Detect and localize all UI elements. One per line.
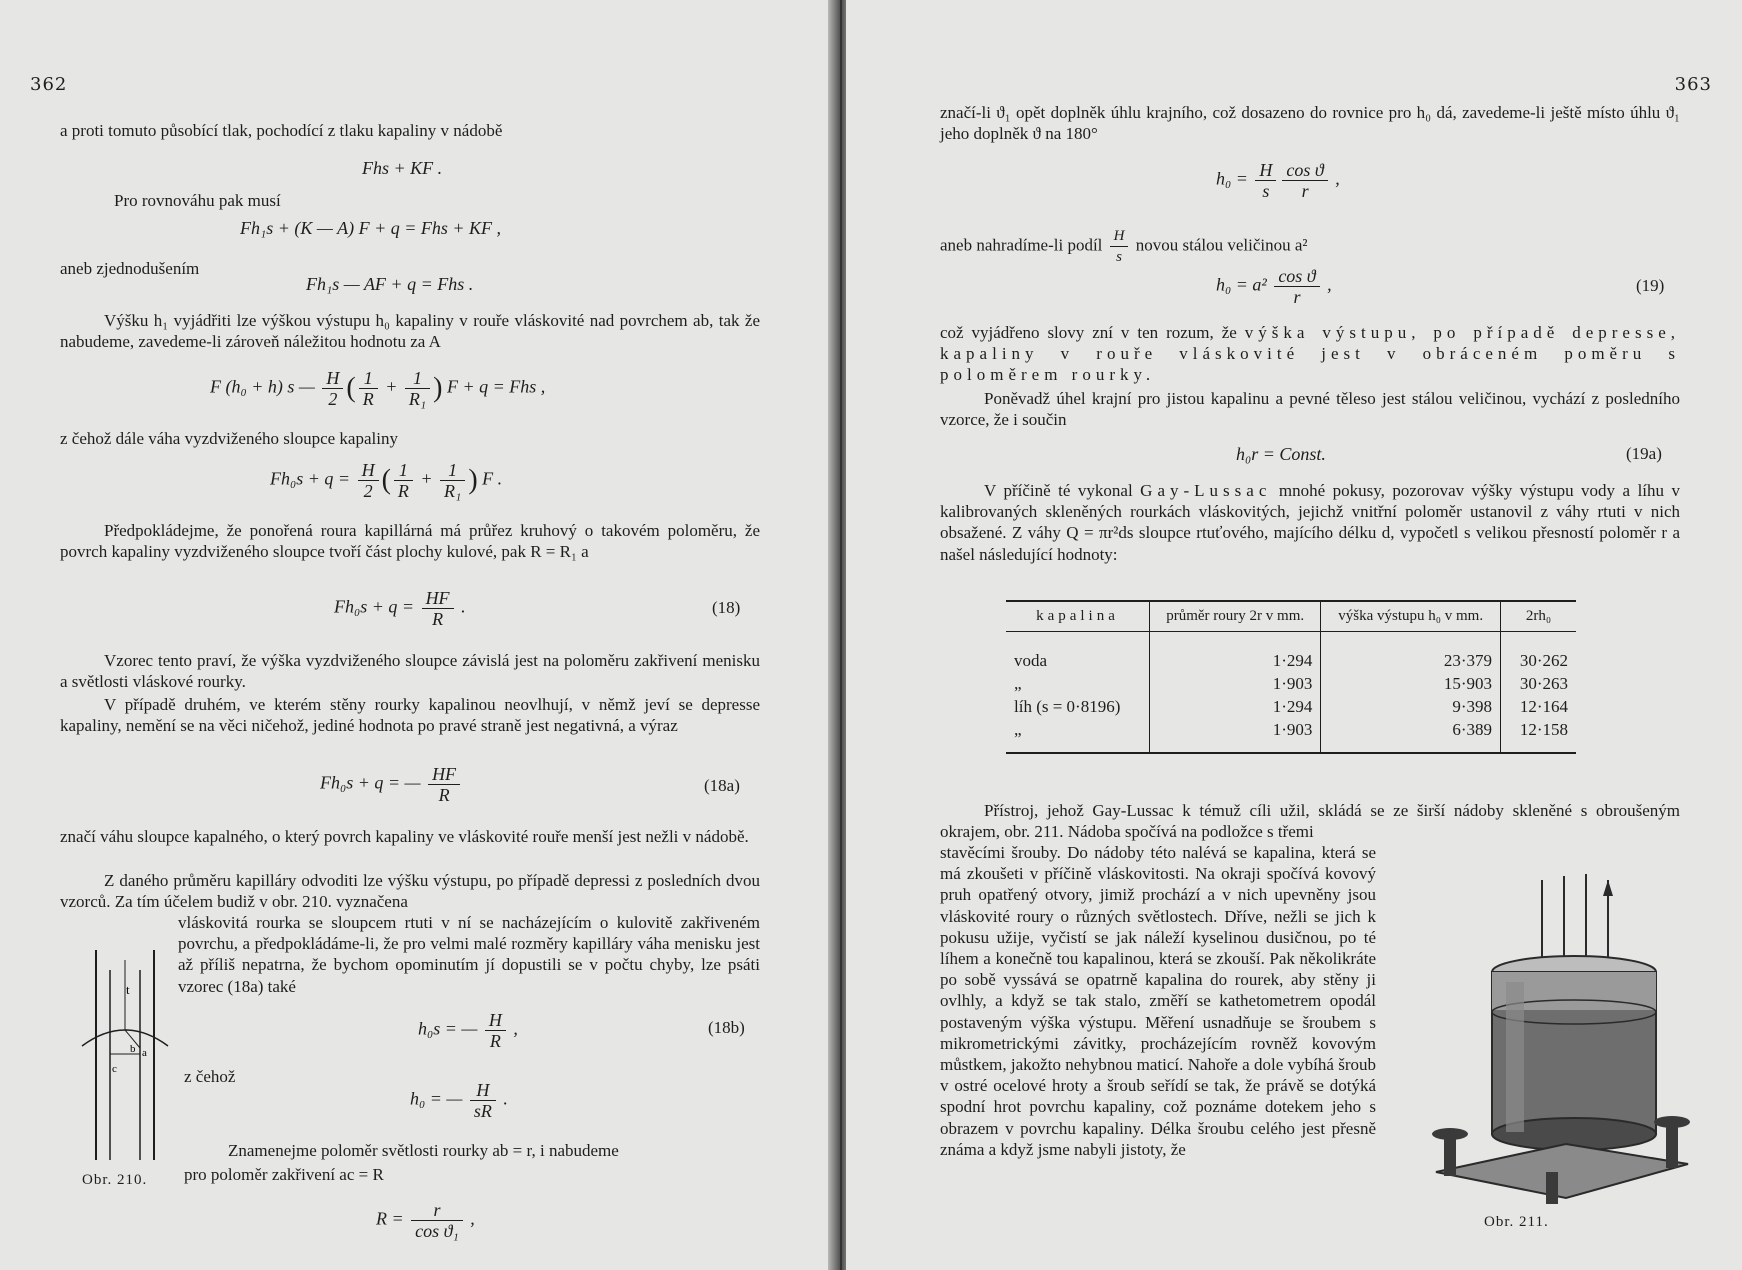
table-header: průměr roury 2r v mm. [1149,601,1320,632]
table-cell: „ [1014,720,1022,739]
denominator: R [489,1031,501,1051]
denominator: R₁ [444,481,462,501]
equation-number: (19a) [1626,444,1662,463]
table-header: kapalina [1006,601,1149,632]
equation-part: Fh₀s + q = — [320,772,421,793]
numerator: 1 [405,368,430,389]
equation [320,764,463,805]
equation-part: h₀s = — [418,1018,478,1039]
figure-label: a [142,1047,147,1059]
paragraph: aneb zjednodušením [60,259,200,278]
equation-part: F (h₀ + h) s — [210,376,315,397]
fraction [322,368,343,409]
text-run: což vyjádřeno slovy zní v ten rozum, že [940,323,1237,342]
fraction [411,1200,463,1241]
numerator: HF [422,588,454,609]
table-row [1006,632,1576,673]
paragraph: Z daného průměru kapilláry odvoditi lze výšku výstupu, po případě depressi z posledních dvou vzorců. Za tím účelem budiž v obr. 210. vyznačena [60,871,760,912]
equation: Fhs + KF . [362,158,443,178]
table-cell: „ [1014,674,1022,693]
equation: Fh₀s + q = $\frac{HF}{R}$ . [334,588,466,629]
table-cell: 30·263 [1500,672,1576,695]
paragraph: Předpokládejme, že ponořená roura kapillárná má průřez kruhový o takovém poloměru, že povrch kapaliny vyzdviženého sloupce tvoří část plochy kulové, pak R = R₁ a [60,521,760,562]
text-run: novou stálou veličinou a² [1135,235,1308,255]
numerator: r [411,1200,463,1221]
denominator: cos ϑ₁ [415,1221,459,1241]
paragraph: z čehož [184,1067,236,1086]
numerator: cos ϑ [1282,160,1327,181]
denominator: R [362,389,374,409]
denominator: 2 [363,481,373,501]
denominator: r [1301,181,1309,201]
denominator: R [438,785,450,805]
equation: h₀ = $\frac{H}{s}$ $\frac{\text{cos ϑ}}{r}$ , [1216,160,1340,201]
equation: F (h₀ + h) s — $\frac{H}{2}$ ( $\frac{1}{R}$ + $\frac{1}{\text{R₁}}$ ) F + q = Fhs , [210,368,546,409]
numerator: 1 [359,368,378,389]
table-cell: 15·903 [1321,672,1501,695]
equation: Fh₀s + q = $\frac{H}{2}$ ( $\frac{1}{R}$ + $\frac{1}{\text{R₁}}$ ) F . [270,460,503,501]
equation: R = $\frac{r}{\text{cos ϑ₁}}$ , [376,1200,475,1241]
table-cell: 1·903 [1149,672,1320,695]
spaced-text: Gay-Lussac [1140,481,1272,500]
table-cell: 9·398 [1321,695,1501,718]
equation: h₀s = — $\frac{H}{R}$ , [418,1010,518,1051]
table-cell: líh (s = 0·8196) [1014,697,1121,716]
figure-label: t [126,982,130,997]
denominator: 2 [328,389,338,409]
fraction [1282,160,1327,201]
equation: Fh₁s + (K — A) F + q = Fhs + KF , [240,218,502,238]
figure-210-diagram [76,950,176,1170]
equation-part: h₀ = — [410,1088,463,1109]
paragraph: vláskovitá rourka se sloupcem rtuti v ní se nacházejícím o kulovitě zakřiveném povrchu, a předpokládáme-li, že pro velmi malé rozměry kapilláry váha menisku jest až příliš nepatrna, že bychom opominutím jí dopustili se v počtu chyby, lze psáti vzorec (18a) také [178,913,760,996]
figure-caption: Obr. 210. [82,1172,148,1188]
equation-part: Fh₀s + q = [334,596,415,617]
figure-label: c [112,1063,117,1075]
numerator: 1 [440,460,465,481]
numerator: H [322,368,343,389]
denominator: sR [473,1101,492,1121]
equation-part: h₀ = a² [1216,274,1267,295]
numerator: H [358,460,379,481]
denominator: s [1262,181,1270,201]
table-header: 2rh₀ [1500,601,1576,632]
paragraph: Výšku h₁ vyjádřiti lze výškou výstupu h₀ kapaliny v rouře vláskovité nad povrchem ab, tak že nabudeme, zavedeme-li zároveň náležitou hodnotu za A [60,311,760,352]
paragraph: značí-li ϑ₁ opět doplněk úhlu krajního, což dosazeno do rovnice pro h₀ dá, zavedeme-li ještě místo úhlu ϑ₁ jeho doplněk ϑ na 180° [940,103,1680,144]
fraction [1274,266,1319,307]
numerator: cos ϑ [1274,266,1319,287]
fraction [470,1080,496,1121]
page-number: 363 [1674,74,1712,95]
page-number: 362 [30,74,68,95]
figure-211-apparatus [1426,872,1696,1212]
equation-part: F + q = Fhs , [446,376,546,397]
paragraph: V případě druhém, ve kterém stěny rourky kapalinou neovlhují, v němž jeví se depresse kapaliny, nemění se na věci ničehož, jediné hodnota po pravé straně jest negativná, a výraz [60,695,760,736]
equation: h₀ = — $\frac{H}{sR}$ . [410,1080,508,1121]
equation-part: h₀ = [1216,168,1248,189]
numerator: H [470,1080,496,1101]
paragraph: značí váhu sloupce kapalného, o který povrch kapaliny ve vláskovité rouře menší jest nežli v nádobě. [60,827,749,846]
paragraph: Pro rovnováhu pak musí [114,191,281,210]
fraction [358,460,379,501]
text-run: mnohé pokusy, pozorovav výšky výstupu vody a líhu v kalibrovaných skleněných rourkách vláskovitých, jejichž vnitřní poloměr ustanovil z váhy rtuti v nich obsažené. Z váhy Q = πr²ds sloupce rtuťového, majícího délku d, vypočetl s velikou přesností poloměr r a našel následující hodnoty: [940,481,1681,564]
paragraph: pro poloměr zakřivení ac = R [184,1165,384,1184]
fraction [1255,160,1276,201]
numerator: H [1110,226,1129,247]
figure-label: b [130,1043,136,1055]
denominator: s [1116,249,1122,265]
fraction [405,368,430,409]
numerator: HF [428,764,460,785]
fraction [394,460,413,501]
equation: h₀r = Const. [1236,444,1326,464]
numerator: H [1255,160,1276,181]
numerator: 1 [394,460,413,481]
paragraph [940,480,1680,565]
denominator: R [432,609,444,629]
table-cell: 1·903 [1149,718,1320,753]
spaced-text: výška výstupu, po případě depresse, kapaliny v rouře vláskovité jest v obráceném poměru s poloměrem rourky. [940,323,1681,385]
table-header: výška výstupu h₀ v mm. [1321,601,1501,632]
table-cell: voda [1014,651,1048,670]
fraction [422,588,454,629]
numerator: H [485,1010,506,1031]
fraction [440,460,465,501]
table-cell: 1·294 [1149,632,1320,673]
data-table [1006,600,1576,754]
equation-part: R = [376,1208,404,1229]
paragraph: Vzorec tento praví, že výška vyzdviženého sloupce závislá jest na poloměru zakřivení menisku a světlosti vláskové rourky. [60,651,760,692]
left-page [0,0,838,1270]
paragraph [940,322,1680,386]
table-row [1006,672,1576,695]
text-run: aneb nahradíme-li podíl [940,235,1103,255]
table-row [1006,718,1576,753]
table-cell: 12·158 [1500,718,1576,753]
equation-number: (18) [712,598,741,617]
paragraph: Přístroj, jehož Gay-Lussac k témuž cíli užil, skládá se ze širší nádoby skleněné s obroušeným okrajem, obr. 211. Nádoba spočívá na podložce s třemi [940,801,1680,842]
equation-number: (18b) [708,1018,745,1037]
paragraph: Znamenejme poloměr světlosti rourky ab = r, i nabudeme [228,1141,619,1160]
paragraph: z čehož dále váha vyzdviženého sloupce kapaliny [60,429,398,448]
table-row [1006,695,1576,718]
fraction [485,1010,506,1051]
paragraph [940,226,1680,267]
denominator: R [397,481,409,501]
table-cell: 12·164 [1500,695,1576,718]
table-cell: 23·379 [1321,632,1501,673]
equation: Fh₁s — AF + q = Fhs . [306,274,474,294]
text-run: V příčině té vykonal [984,481,1133,500]
equation-number: (18a) [704,776,740,795]
paragraph: Poněvadž úhel krajní pro jistou kapalinu a pevné těleso jest stálou veličinou, vychází z posledního vzorce, že i součin [940,389,1680,430]
equation: h₀ = a² $\frac{\text{cos ϑ}}{r}$ , [1216,266,1332,307]
fraction [428,764,460,805]
table-cell: 30·262 [1500,632,1576,673]
equation-number: (19) [1636,276,1665,295]
fraction [1110,226,1129,267]
paragraph: a proti tomuto působící tlak, pochodící z tlaku kapaliny v nádobě [60,121,503,140]
figure-caption: Obr. 211. [1484,1214,1549,1230]
denominator: R₁ [408,389,427,409]
paragraph: stavěcími šrouby. Do nádoby této nalévá se kapalina, která se má zkoušeti v příčině vláskovitosti. Na okraji spočívá kovový pruh opatřený otvory, jimiž prochází a v nich upevněny jsou vláskovité roury o různých světlostech. Dříve, nežli se jich k pokusu užije, vyčistí se jak náleží kyselinou dusičnou, po té líhem a konečně tou kapalinou, která se zkouší. Pak několikráte po sobě vyssává se opatrně kapalina do rourek, aby stěny ji ovlhly, a když se tak stalo, změří se kathetometrem opodál postaveným výška výstupu. Měření usnadňuje se šroubem s mikrometrickými závitky, procházejícím rovněž kovovým můstkem, jakožto nehybnou maticí. Nahoře a dole vybíhá šroub v ostré ocelové hroty a šroub seřídí se tak, že právě se dotýká spodní hrot povrchu kapaliny, což poznáme dotekem jeho s obrazem v povrchu kapaliny. Délka šroubu celého jest přesně známa a když jsme nabyli jistoty, že [940,843,1376,1159]
table-cell: 6·389 [1321,718,1501,753]
equation-part: Fh₀s + q = [270,468,351,489]
table-cell: 1·294 [1149,695,1320,718]
fraction [359,368,378,409]
denominator: r [1293,287,1301,307]
